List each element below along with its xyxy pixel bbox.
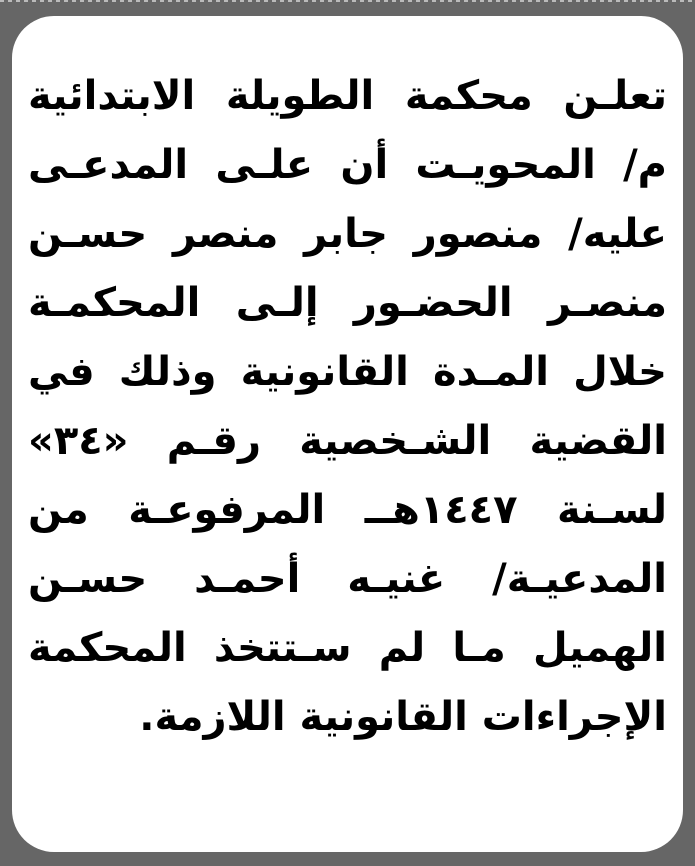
notice-line: م/ المحويـت أن علـى المدعـى xyxy=(28,142,667,188)
notice-line: عليه/ منصور جابر منصر حسـن xyxy=(28,211,667,257)
notice-line: لسـنة ١٤٤٧هــ المرفوعـة من xyxy=(28,487,667,533)
notice-line: الإجراءات القانونية اللازمة. xyxy=(139,694,667,740)
notice-line: الهميل مـا لم سـتتخذ المحكمة xyxy=(28,625,667,671)
notice-line: تعلـن محكمة الطويلة الابتدائية xyxy=(28,73,667,119)
notice-line: منصـر الحضـور إلـى المحكمـة xyxy=(28,280,667,326)
notice-line: خلال المـدة القانونية وذلك في xyxy=(28,349,667,395)
notice-text xyxy=(28,62,667,752)
notice-line: المدعيـة/ غنيـه أحمـد حسـن xyxy=(28,556,667,602)
notice-line: القضية الشـخصية رقـم «٣٤» xyxy=(28,418,667,464)
